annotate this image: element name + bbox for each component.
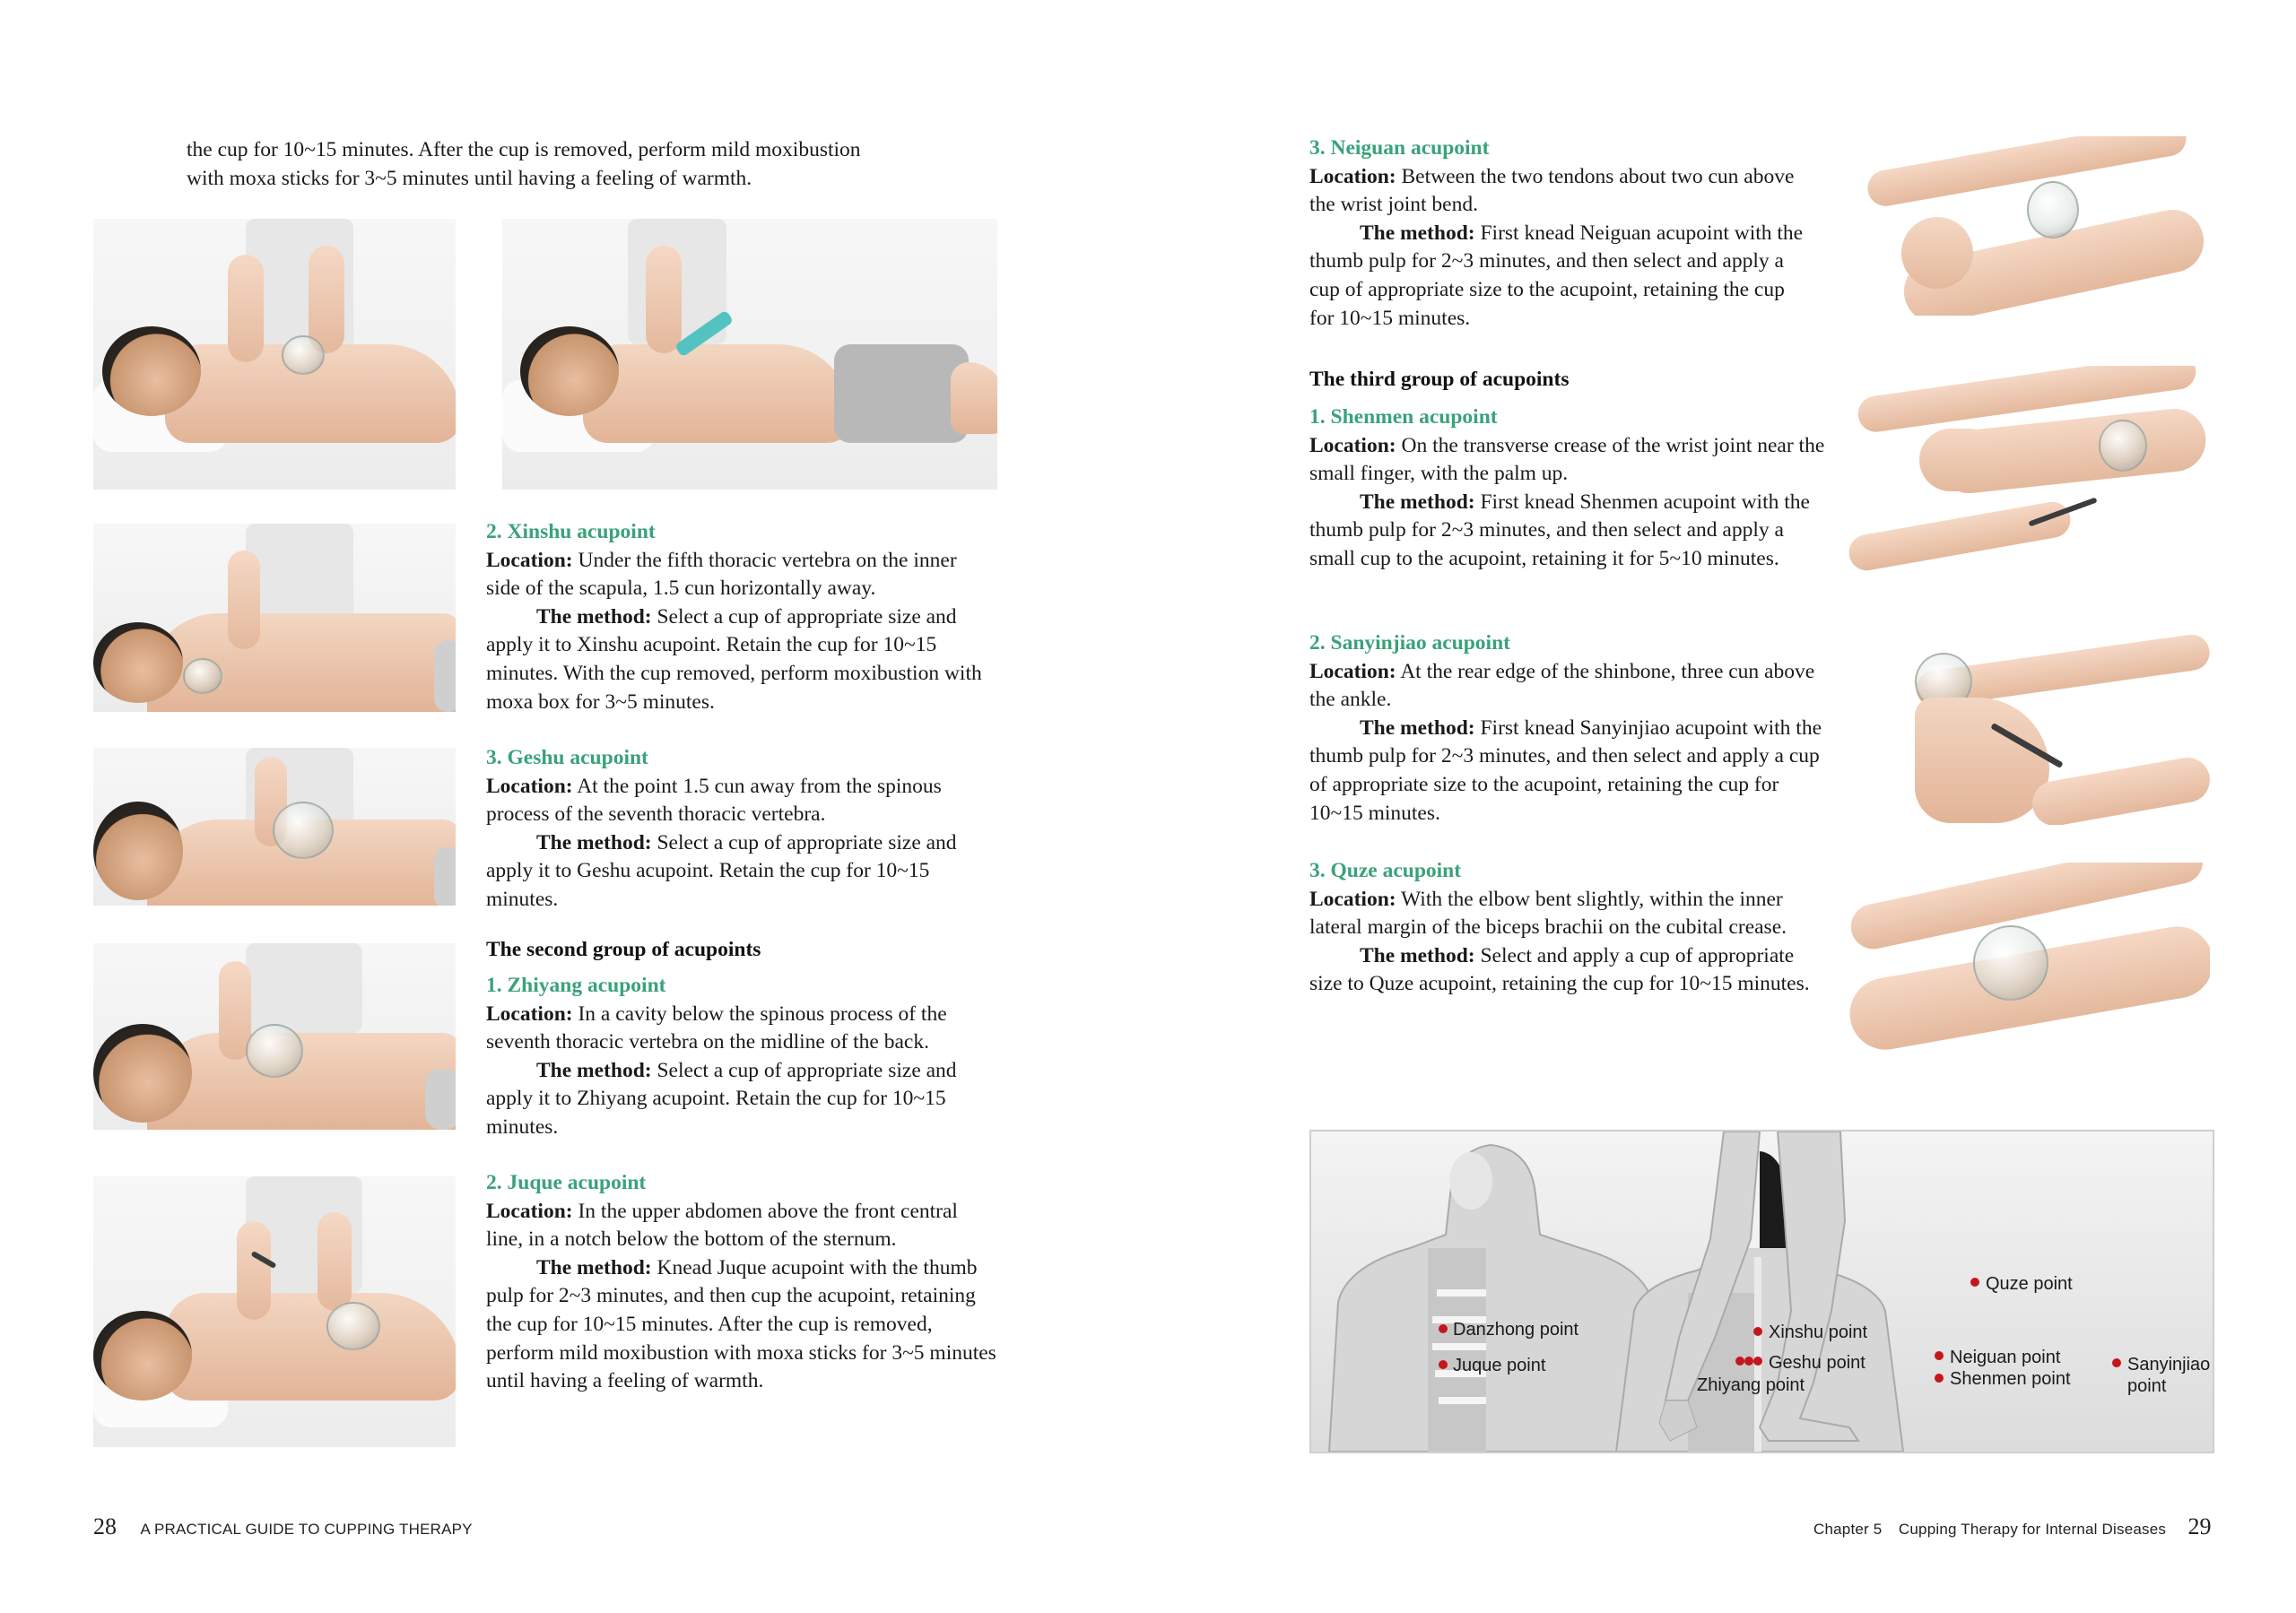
geshu-location: [486, 773, 988, 829]
zhiyang-method: [486, 1057, 997, 1142]
quze-title: 3. Quze acupoint: [1309, 859, 1462, 882]
second-group-heading: [486, 936, 988, 965]
sanyinjiao-dot: [2112, 1358, 2121, 1367]
neiguan-dot: [1935, 1351, 1944, 1360]
right-page: [1148, 0, 2296, 1613]
method-label: The method:: [1360, 221, 1475, 245]
location-label: Location:: [1309, 164, 1396, 188]
sanyinjiao-section: [1309, 629, 1830, 828]
neiguan-method: [1309, 220, 1812, 333]
zhiyang-dot: [1744, 1357, 1753, 1366]
zhiyang-title: 1. Zhiyang acupoint: [486, 974, 666, 997]
photo-chest-cupping: [93, 219, 456, 490]
page-number: 29: [2187, 1513, 2212, 1539]
intro-line-1: the cup for 10~15 minutes. After the cup is removed, perform mild moxibustion: [187, 138, 861, 161]
location-text: Under the fifth thoracic vertebra on the inner side of the scapula, 1.5 cun horizontally away.: [486, 548, 957, 601]
xinshu-label: Xinshu point: [1769, 1322, 1868, 1342]
geshu-section: [486, 744, 988, 915]
neiguan-section: [1309, 134, 1812, 333]
photo-xinshu: [93, 524, 456, 712]
location-label: Location:: [1309, 433, 1396, 457]
method-label: The method:: [1360, 943, 1475, 967]
intro-line-2: with moxa sticks for 3~5 minutes until having a feeling of warmth.: [187, 166, 752, 190]
photo-sanyinjiao: [1897, 635, 2210, 825]
juque-title: 2. Juque acupoint: [486, 1171, 647, 1194]
method-text: Select a cup of appropriate size and apply it to Geshu acupoint. Retain the cup for 10~15 minutes.: [486, 830, 957, 911]
acupoint-labels: [1311, 1132, 2213, 1452]
quze-method: [1309, 942, 1812, 999]
method-label: The method:: [536, 1255, 652, 1279]
page-number: 28: [93, 1513, 117, 1539]
xinshu-dot: [1753, 1327, 1762, 1336]
method-label: The method:: [536, 604, 652, 629]
location-text: On the transverse crease of the wrist joint near the small finger, with the palm up.: [1309, 433, 1825, 486]
xinshu-location: [486, 547, 988, 603]
method-text: First knead Neiguan acupoint with the thumb pulp for 2~3 minutes, and then select and apply a cup of appropriate size to the acupoint, retaining the cup for 10~15 minutes.: [1309, 221, 1804, 330]
right-footer: [1813, 1513, 2212, 1540]
second-group-title: The second group of acupoints: [486, 938, 761, 961]
danzhong-label: Danzhong point: [1453, 1320, 1579, 1340]
method-label: The method:: [1360, 715, 1475, 740]
quze-location: [1309, 886, 1812, 942]
photo-shenmen: [1848, 366, 2210, 572]
geshu-title: 3. Geshu acupoint: [486, 746, 648, 769]
acupoint-diagram: [1309, 1130, 2214, 1453]
location-label: Location:: [1309, 659, 1396, 683]
photo-juque: [93, 1176, 456, 1447]
shenmen-location: [1309, 432, 1830, 489]
location-label: Location:: [486, 1002, 573, 1026]
juque-section: [486, 1169, 997, 1396]
photo-geshu: [93, 748, 456, 906]
quze-label: Quze point: [1986, 1274, 2073, 1294]
location-label: Location:: [1309, 887, 1396, 911]
method-label: The method:: [1360, 490, 1475, 514]
location-label: Location:: [486, 1199, 573, 1223]
juque-method: [486, 1254, 997, 1396]
quze-section: [1309, 857, 1812, 999]
quze-dot: [1970, 1278, 1979, 1287]
photo-neiguan: [1848, 136, 2210, 316]
juque-location: [486, 1198, 997, 1254]
location-text: At the rear edge of the shinbone, three cun above the ankle.: [1309, 659, 1815, 712]
third-group-heading: [1309, 366, 1812, 395]
neiguan-title: 3. Neiguan acupoint: [1309, 136, 1490, 160]
location-text: With the elbow bent slightly, within the inner lateral margin of the biceps brachii on the cubital crease.: [1309, 887, 1787, 940]
location-text: In the upper abdomen above the front central line, in a notch below the bottom of the sternum.: [486, 1199, 958, 1252]
zhiyang-label: Zhiyang point: [1697, 1375, 1805, 1395]
location-label: Location:: [486, 548, 573, 572]
xinshu-title: 2. Xinshu acupoint: [486, 520, 656, 543]
geshu-dot-right: [1753, 1357, 1762, 1366]
method-text: Knead Juque acupoint with the thumb pulp for 2~3 minutes, and then cup the acupoint, retaining the cup for 10~15 minutes. After the cup is removed, perform mild moxibustion with moxa sticks for 3~5 minutes until having a feeling of warmth.: [486, 1255, 996, 1393]
neiguan-label: Neiguan point: [1950, 1348, 2061, 1367]
method-label: The method:: [536, 830, 652, 854]
zhiyang-section: [486, 972, 997, 1142]
method-text: Select a cup of appropriate size and apply it to Xinshu acupoint. Retain the cup for 10~15 minutes. With the cup removed, perform moxibustion with moxa box for 3~5 minutes.: [486, 604, 982, 714]
geshu-label: Geshu point: [1769, 1353, 1866, 1373]
chapter-label: Chapter 5: [1813, 1521, 1883, 1538]
sanyinjiao-label-line-2: point: [2127, 1376, 2167, 1396]
danzhong-dot: [1439, 1324, 1448, 1333]
method-text: Select and apply a cup of appropriate size to Quze acupoint, retaining the cup for 10~15 minutes.: [1309, 943, 1810, 996]
method-text: First knead Shenmen acupoint with the thumb pulp for 2~3 minutes, and then select and apply a small cup to the acupoint, retaining it for 5~10 minutes.: [1309, 490, 1810, 570]
photo-zhiyang: [93, 943, 456, 1130]
chapter-title: Cupping Therapy for Internal Diseases: [1898, 1521, 2167, 1538]
xinshu-method: [486, 603, 988, 716]
shenmen-label: Shenmen point: [1950, 1369, 2071, 1389]
shenmen-dot: [1935, 1374, 1944, 1383]
neiguan-location: [1309, 163, 1812, 220]
method-label: The method:: [536, 1058, 652, 1082]
photo-quze: [1848, 863, 2210, 1053]
location-text: Between the two tendons about two cun above the wrist joint bend.: [1309, 164, 1795, 217]
geshu-dot-left: [1735, 1357, 1744, 1366]
juque-dot: [1439, 1360, 1448, 1369]
running-title: A PRACTICAL GUIDE TO CUPPING THERAPY: [140, 1521, 473, 1538]
shenmen-section: [1309, 403, 1830, 574]
method-text: First knead Sanyinjiao acupoint with the thumb pulp for 2~3 minutes, and then select and apply a cup of appropriate size to the acupoint, retaining the cup for 10~15 minutes.: [1309, 715, 1822, 825]
method-text: Select a cup of appropriate size and apply it to Zhiyang acupoint. Retain the cup for 10~15 minutes.: [486, 1058, 957, 1139]
sanyinjiao-method: [1309, 715, 1830, 828]
location-text: At the point 1.5 cun away from the spinous process of the seventh thoracic vertebra.: [486, 774, 942, 827]
shenmen-method: [1309, 489, 1830, 574]
third-group-title: The third group of acupoints: [1309, 368, 1570, 391]
photo-chest-moxibustion: [502, 219, 997, 490]
sanyinjiao-title: 2. Sanyinjiao acupoint: [1309, 631, 1510, 655]
intro-paragraph: [187, 136, 994, 193]
sanyinjiao-location: [1309, 658, 1830, 715]
zhiyang-location: [486, 1001, 997, 1057]
geshu-method: [486, 829, 988, 915]
juque-label: Juque point: [1453, 1356, 1546, 1375]
left-footer: [93, 1513, 473, 1540]
xinshu-section: [486, 518, 988, 716]
location-text: In a cavity below the spinous process of the seventh thoracic vertebra on the midline of the back.: [486, 1002, 947, 1054]
shenmen-title: 1. Shenmen acupoint: [1309, 405, 1498, 429]
location-label: Location:: [486, 774, 573, 798]
sanyinjiao-label-line-1: Sanyinjiao: [2127, 1355, 2211, 1375]
